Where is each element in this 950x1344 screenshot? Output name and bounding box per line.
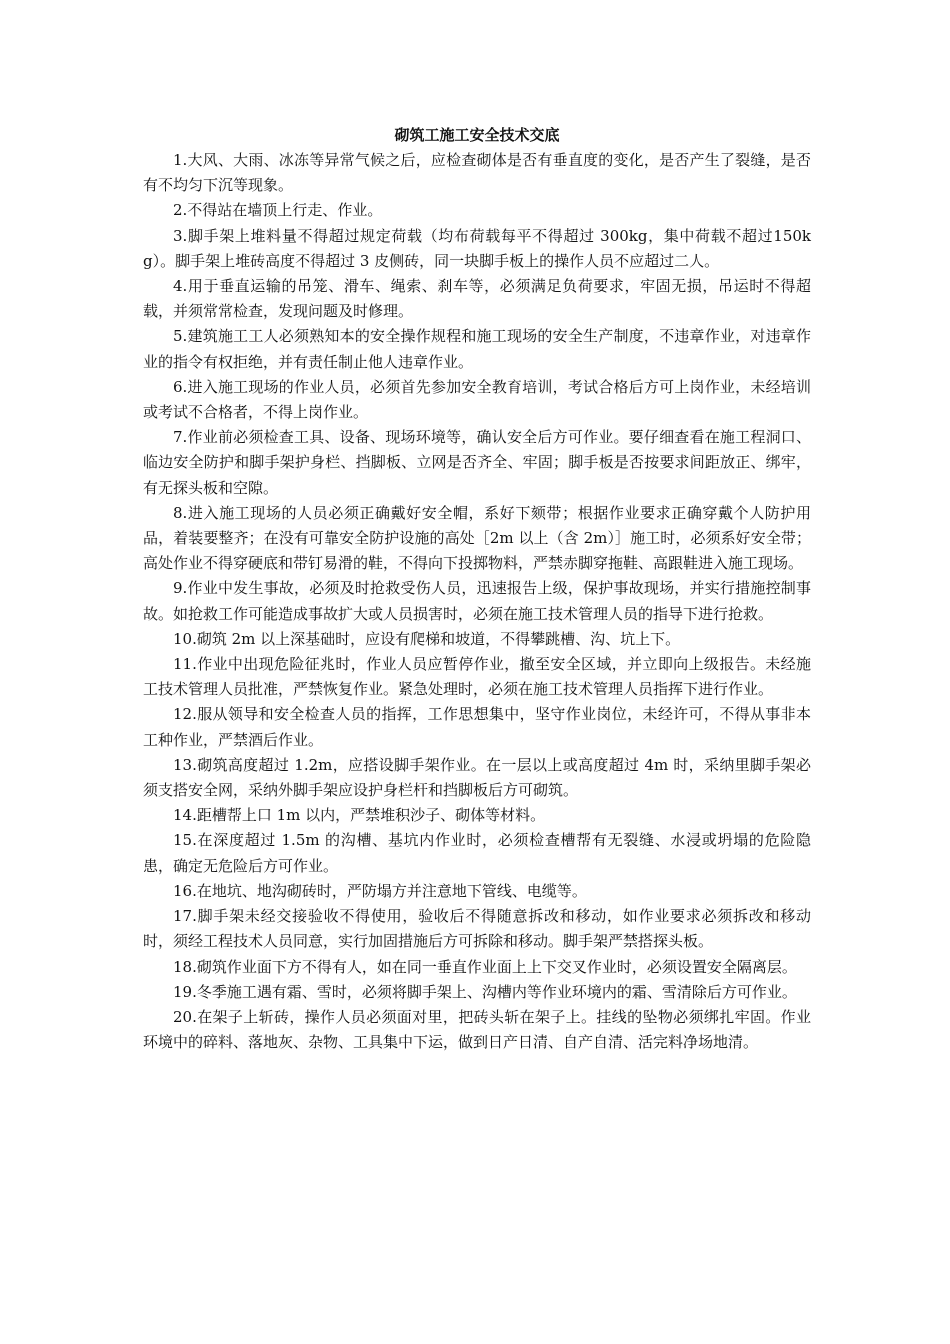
paragraph-4: 4.用于垂直运输的吊笼、滑车、绳索、刹车等，必须满足负荷要求，牢固无损，吊运时不得超载，并须常常检查，发现问题及时修理。: [143, 277, 811, 321]
paragraph-11: 11.作业中出现危险征兆时，作业人员应暂停作业，撤至安全区域，并立即向上级报告。未经施工技术管理人员批准，严禁恢复作业。紧急处理时，必须在施工技术管理人员指挥下进行作业。: [143, 655, 811, 699]
paragraph-12: 12.服从领导和安全检查人员的指挥，工作思想集中，坚守作业岗位，未经许可，不得从事非本工种作业，严禁酒后作业。: [143, 705, 811, 749]
paragraph-14: 14.距槽帮上口 1m 以内，严禁堆积沙子、砌体等材料。: [173, 806, 546, 825]
paragraph-16: 16.在地坑、地沟砌砖时，严防塌方并注意地下管线、电缆等。: [173, 881, 587, 900]
paragraph-1: 1.大风、大雨、冰冻等异常气候之后，应检查砌体是否有垂直度的变化，是否产生了裂缝，是否有不均匀下沉等现象。: [143, 151, 811, 195]
paragraph-13: 13.砌筑高度超过 1.2m，应搭设脚手架作业。在一层以上或高度超过 4m 时，采纳里脚手架必须支搭安全网，采纳外脚手架应设护身栏杆和挡脚板后方可砌筑。: [143, 755, 811, 800]
paragraph-10: 10.砌筑 2m 以上深基础时，应设有爬梯和坡道，不得攀跳槽、沟、坑上下。: [173, 629, 681, 648]
paragraph-7: 7.作业前必须检查工具、设备、现场环境等，确认安全后方可作业。要仔细查看在施工程洞口、临边安全防护和脚手架护身栏、挡脚板、立网是否齐全、牢固；脚手板是否按要求间距放正、绑牢，有无探头板和空隙。: [143, 428, 811, 497]
paragraph-15: 15.在深度超过 1.5m 的沟槽、基坑内作业时，必须检查槽帮有无裂缝、水浸或坍塌的危险隐患，确定无危险后方可作业。: [143, 831, 811, 875]
paragraph-9: 9.作业中发生事故，必须及时抢救受伤人员，迅速报告上级，保护事故现场，并实行措施控制事故。如抢救工作可能造成事故扩大或人员损害时，必须在施工技术管理人员的指导下进行抢救。: [143, 579, 811, 623]
paragraph-6: 6.进入施工现场的作业人员，必须首先参加安全教育培训，考试合格后方可上岗作业，未经培训或考试不合格者，不得上岗作业。: [143, 377, 811, 422]
paragraph-3: 3.脚手架上堆料量不得超过规定荷载（均布荷载每平不得超过 300kg，集中荷载不超过150kg）。脚手架上堆砖高度不得超过 3 皮侧砖，同一块脚手板上的操作人员不应超过二人。: [143, 226, 811, 270]
document-body: [143, 122, 811, 1055]
paragraph-8: 8.进入施工现场的人员必须正确戴好安全帽，系好下颏带；根据作业要求正确穿戴个人防护用品，着装要整齐；在没有可靠安全防护设施的高处［2m 以上（含 2m）］施工时，必须系好安全带；高处作业不得穿硬底和带钉易滑的鞋，不得向下投掷物料，严禁赤脚穿拖鞋、高跟鞋进入施工现场。: [143, 503, 811, 573]
paragraph-17: 17.脚手架未经交接验收不得使用，验收后不得随意拆改和移动，如作业要求必须拆改和移动时，须经工程技术人员同意，实行加固措施后方可拆除和移动。脚手架严禁搭探头板。: [143, 907, 811, 951]
paragraph-20: 20.在架子上斩砖，操作人员必须面对里，把砖头斩在架子上。挂线的坠物必须绑扎牢固。作业环境中的碎料、落地灰、杂物、工具集中下运，做到日产日清、自产自清、活完料净场地清。: [143, 1007, 811, 1052]
paragraph-2: 2.不得站在墙顶上行走、作业。: [173, 201, 383, 220]
paragraph-18: 18.砌筑作业面下方不得有人，如在同一垂直作业面上上下交叉作业时，必须设置安全隔离层。: [173, 957, 797, 976]
document-title: 砌筑工施工安全技术交底: [394, 126, 560, 144]
paragraph-5: 5.建筑施工工人必须熟知本的安全操作规程和施工现场的安全生产制度，不违章作业，对违章作业的指令有权拒绝，并有责任制止他人违章作业。: [143, 327, 811, 371]
paragraph-19: 19.冬季施工遇有霜、雪时，必须将脚手架上、沟槽内等作业环境内的霜、雪清除后方可作业。: [173, 982, 797, 1001]
